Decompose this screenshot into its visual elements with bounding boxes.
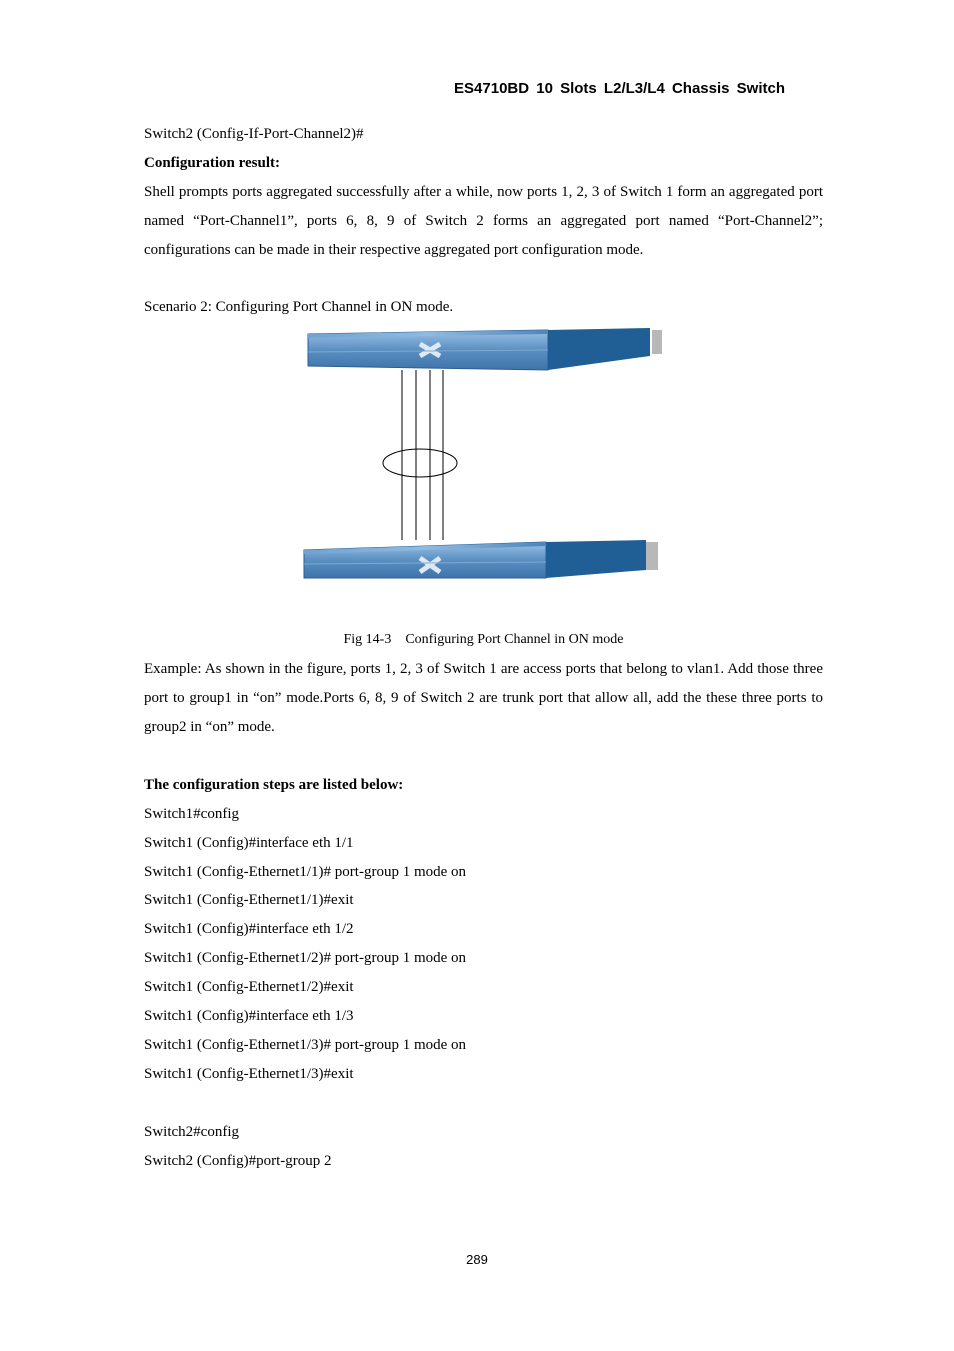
cli-line: Switch1 (Config-Ethernet1/3)# port-group 1 mode on (144, 1037, 467, 1053)
cli-line: Switch1 (Config-Ethernet1/2)# port-group 1 mode on (144, 950, 467, 967)
cli-line: Switch1 (Config-Ethernet1/1)#exit (144, 892, 354, 909)
example-paragraph: Example: As shown in the figure, ports 1, 2, 3 of Switch 1 are access ports that belong to vlan1. Add those three port to group1 in “on” mode.Ports 6, 8, 9 of Switch 2 are trunk port that allow all, add the these three ports to group2 in “on” mode. (144, 661, 823, 736)
switch-bottom (304, 540, 658, 578)
port-channel-ellipse (383, 449, 457, 477)
steps-heading: The configuration steps are listed below: (144, 776, 404, 793)
cli-line: Switch2 (Config-If-Port-Channel2)# (144, 126, 364, 142)
page-number: 289 (466, 1252, 488, 1267)
cli-line: Switch1#config (144, 805, 239, 822)
page-content (144, 120, 823, 1176)
document-header: ES4710BD 10 Slots L2/L3/L4 Chassis Switch (454, 80, 785, 97)
cli-line: Switch1 (Config-Ethernet1/1)# port-group 1 mode on (144, 863, 467, 880)
topology-diagram (144, 326, 823, 626)
cli-line: Switch1 (Config)#interface eth 1/3 (144, 1008, 354, 1025)
cli-line: Switch1 (Config-Ethernet1/2)#exit (144, 979, 354, 996)
switch-top (308, 328, 662, 370)
cli-line: Switch1 (Config)#interface eth 1/1 (144, 834, 354, 851)
aggregated-links (402, 370, 443, 540)
config-result-heading: Configuration result: (144, 154, 280, 171)
cli-line: Switch1 (Config-Ethernet1/3)#exit (144, 1065, 354, 1082)
network-figure (144, 326, 823, 626)
config-result-paragraph: Shell prompts ports aggregated successfully after a while, now ports 1, 2, 3 of Switch 1 form an aggregated port named “Port-Channel1”, ports 6, 8, 9 of Switch 2 forms an aggregated port named “Port-Channel2”; configurations can be made in their respective aggregated port configuration mode. (144, 183, 823, 258)
figure-caption: Fig 14-3 Configuring Port Channel in ON mode (343, 632, 624, 648)
cli-line: Switch1 (Config)#interface eth 1/2 (144, 921, 354, 938)
cli-line: Switch2#config (144, 1123, 239, 1140)
cli-line: Switch2 (Config)#port-group 2 (144, 1152, 332, 1169)
scenario-title: Scenario 2: Configuring Port Channel in ON mode. (144, 299, 454, 316)
